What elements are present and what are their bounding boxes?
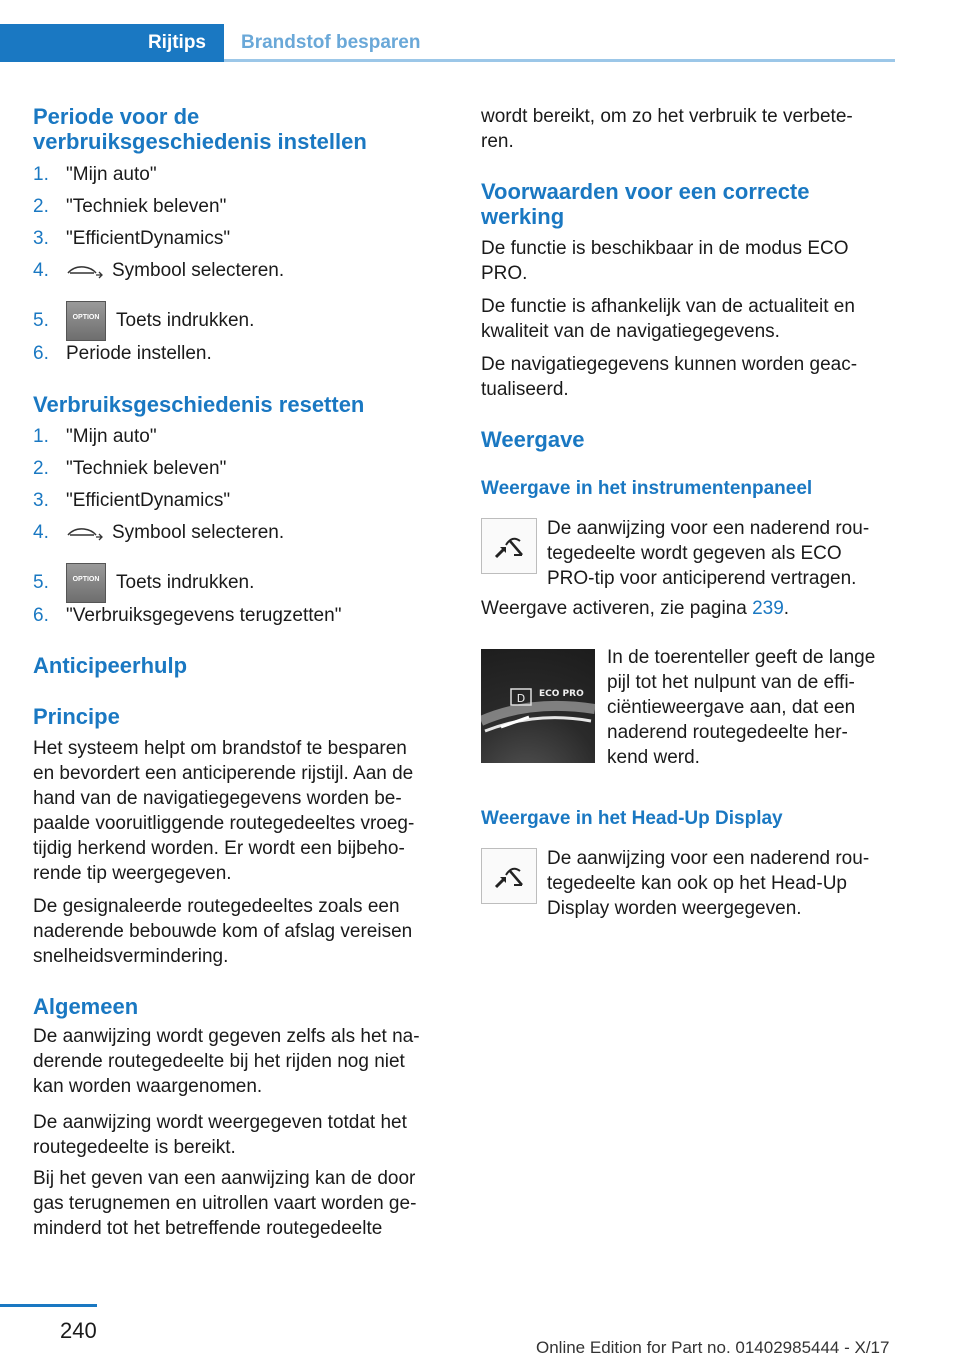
text-line: kan worden waargenomen. [33,1076,263,1097]
step-text: Toets indrukken. [116,572,255,593]
list-item [33,302,254,340]
step-text: Periode instellen. [66,342,212,364]
anticipeer-heading: Anticipeerhulp [33,653,188,678]
text-line: De navigatiegegevens kunnen worden geac‐ [481,354,858,375]
text-line: De functie is afhankelijk van de actualiteit en [481,296,855,317]
section-tab-active: Rijtips [0,24,224,62]
hud-paragraph [547,846,892,921]
weergave-heading: Weergave [481,427,585,452]
text-line: wordt bereikt, om zo het verbruik te verbete‐ [481,106,853,127]
step-number: 2. [33,195,49,217]
list-item [33,424,157,449]
section-tab-subtitle: Brandstof besparen [241,32,421,53]
text-line: De aanwijzing voor een naderend rou‐ [547,848,870,869]
period-heading-line1: Periode voor de [33,104,200,129]
text-line: naderend routegedeelte her‐ [607,722,848,743]
text-line: kwaliteit van de navigatiegegevens. [481,321,780,342]
text-line: ciëntieweergave aan, dat een [607,697,856,718]
step-number: 1. [33,425,49,447]
anticipation-hint-icon [481,848,537,904]
algemeen-paragraph-1 [33,1024,443,1099]
step-number: 6. [33,604,49,626]
instr-paragraph [547,516,892,591]
step-number: 3. [33,227,49,249]
text-line: snelheidsvermindering. [33,946,229,967]
text-line: en bevordert een anticiperende rijstijl. Aan de [33,763,414,784]
text-line: derende routegedeelte bij het rijden nog niet [33,1051,405,1072]
text-line: tijdig herkend worden. Er wordt een bijbeho‐ [33,838,405,859]
step-text: Symbool selecteren. [112,259,285,281]
header-bar [0,24,895,62]
text-line: Display worden weergegeven. [547,898,802,919]
algemeen-paragraph-3 [33,1166,443,1241]
text-line: De functie is beschikbaar in de modus ECO [481,238,849,259]
continuation-paragraph [481,104,891,154]
step-text: "Techniek beleven" [66,457,227,479]
step-number: 4. [33,259,49,281]
text-line: Bij het geven van een aanwijzing kan de door [33,1168,416,1189]
text-line: pijl tot het nulpunt van de effi‐ [607,672,855,693]
instr-heading: Weergave in het instrumentenpaneel [481,478,813,499]
step-text: Symbool selecteren. [112,521,285,543]
step-number: 5. [33,572,49,593]
anticipation-hint-icon [481,518,537,574]
gear-indicator: D [516,692,526,705]
list-item [33,226,230,251]
page-link[interactable]: 239 [752,598,784,619]
footer-rule [0,1304,97,1307]
step-number: 2. [33,457,49,479]
voorwaarden-heading [481,179,810,229]
list-item [33,194,226,219]
text-line: De aanwijzing voor een naderend rou‐ [547,518,870,539]
activeren-end: . [783,598,790,619]
reset-heading: Verbruiksgeschiedenis resetten [33,392,365,417]
step-text: "Verbruiksgegevens terugzetten" [66,604,342,626]
text-line: PRO. [481,263,528,284]
principe-heading: Principe [33,704,120,729]
text-line: Het systeem helpt om brandstof te besparen [33,738,407,759]
tachometer-display-image [481,649,595,763]
text-line: naderende bebouwde kom of afslag vereisen [33,921,413,942]
option-button-icon: OPTION [66,301,106,341]
text-line: In de toerenteller geeft de lange [607,647,876,668]
list-item [33,341,212,366]
activeren-paragraph [481,596,891,621]
text-line: ren. [481,131,514,152]
step-number: 6. [33,342,49,364]
period-heading [33,104,367,154]
toeren-paragraph [607,645,895,770]
step-number: 5. [33,310,49,331]
car-road-symbol-icon [66,525,104,541]
header-rule [224,59,895,62]
list-item [33,488,230,513]
car-road-symbol-icon [66,263,104,279]
text-line: tualiseerd. [481,379,569,400]
page-number: 240 [60,1318,97,1343]
step-number: 1. [33,163,49,185]
list-item [33,258,284,283]
text-line: tegedeelte kan ook op het Head-Up [547,873,847,894]
list-item [33,603,341,628]
text-line: paalde vooruitliggende routegedeeltes vroeg‐ [33,813,415,834]
list-item [33,520,284,545]
step-text: "EfficientDynamics" [66,489,231,511]
text-line: tegedeelte wordt gegeven als ECO [547,543,842,564]
text-line: De aanwijzing wordt weergegeven totdat het [33,1112,407,1133]
step-text: "Techniek beleven" [66,195,227,217]
step-number: 3. [33,489,49,511]
text-line: De gesignaleerde routegedeeltes zoals een [33,896,400,917]
step-text: "EfficientDynamics" [66,227,231,249]
option-button-icon: OPTION [66,563,106,603]
algemeen-paragraph-2 [33,1110,443,1160]
voorwaarden-paragraph-1 [481,236,891,286]
voorwaarden-heading-line2: werking [481,204,565,229]
hud-heading: Weergave in het Head-Up Display [481,808,783,829]
text-line: routegedeelte is bereikt. [33,1137,236,1158]
period-heading-line2: verbruiksgeschiedenis instellen [33,129,367,154]
principe-paragraph-1 [33,736,443,886]
list-item [33,456,226,481]
principe-paragraph-2 [33,894,443,969]
text-line: De aanwijzing wordt gegeven zelfs als het na‐ [33,1026,420,1047]
text-line: kend werd. [607,747,700,768]
voorwaarden-paragraph-2 [481,294,891,344]
text-line: hand van de navigatiegegevens worden be‐ [33,788,402,809]
step-text: "Mijn auto" [66,425,157,447]
step-text: Toets indrukken. [116,310,255,331]
list-item [33,162,157,187]
text-line: minderd tot het betreffende routegedeelte [33,1218,383,1239]
step-text: "Mijn auto" [66,163,157,185]
activeren-text: Weergave activeren, zie pagina [481,598,753,619]
step-number: 4. [33,521,49,543]
voorwaarden-paragraph-3 [481,352,891,402]
text-line: PRO-tip voor anticiperend vertragen. [547,568,857,589]
voorwaarden-heading-line1: Voorwaarden voor een correcte [481,179,810,204]
text-line: rende tip weergegeven. [33,863,232,884]
list-item [33,564,254,602]
eco-pro-label: ECO PRO [539,689,584,699]
edition-footer: Online Edition for Part no. 01402985444 - X/17 [536,1338,890,1357]
algemeen-heading: Algemeen [33,994,139,1019]
text-line: gas terugnemen en uitrollen vaart worden ge‐ [33,1193,417,1214]
